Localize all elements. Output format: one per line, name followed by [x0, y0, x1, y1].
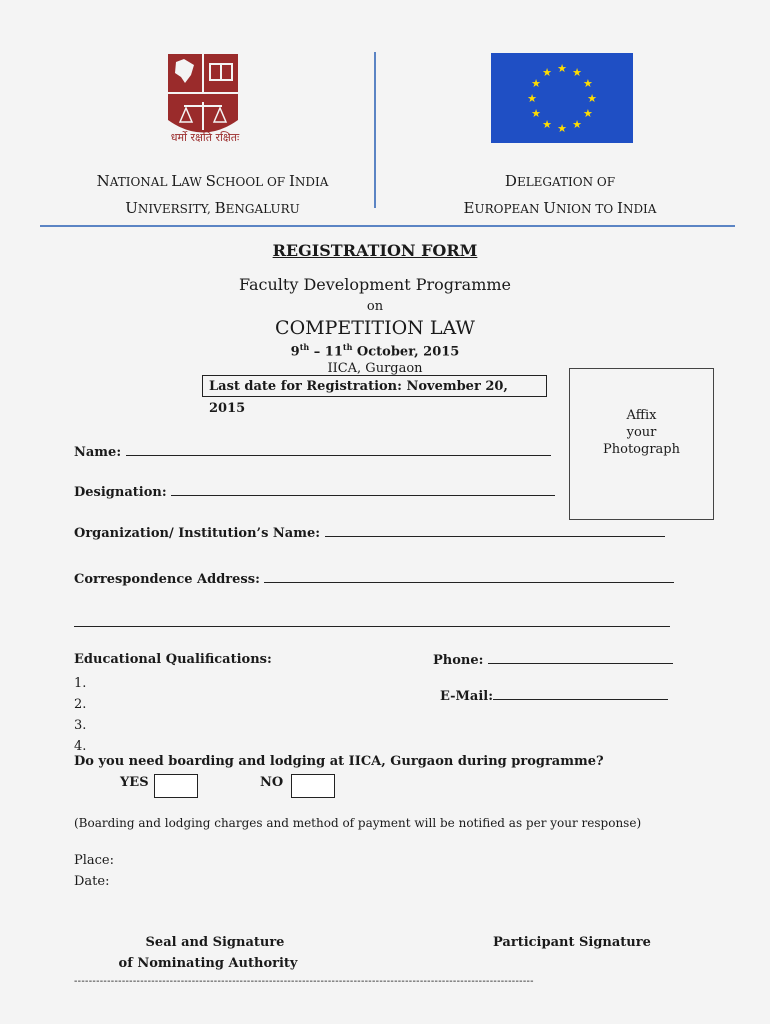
email-input[interactable]	[493, 687, 668, 700]
seal-signature-line2: of Nominating Authority	[118, 956, 298, 971]
education-item[interactable]: 3.	[74, 718, 87, 733]
address-label: Correspondence Address:	[74, 572, 260, 587]
education-list	[74, 673, 86, 757]
email-field[interactable]	[440, 687, 668, 704]
yes-checkbox[interactable]	[154, 774, 198, 798]
eu-star-icon: ★	[527, 92, 537, 105]
form-title: REGISTRATION FORM	[272, 241, 478, 260]
participant-signature: Participant Signature	[493, 935, 651, 950]
eu-star-icon: ★	[542, 66, 552, 80]
eu-star-icon: ★	[572, 117, 582, 131]
programme-title: Faculty Development Programme	[238, 275, 512, 294]
eu-star-icon: ★	[572, 66, 582, 80]
programme-venue: IICA, Gurgaon	[327, 361, 423, 376]
phone-input[interactable]	[488, 651, 673, 664]
eu-star-icon: ★	[531, 107, 541, 120]
photo-label-3: Photograph	[603, 442, 680, 457]
address-input[interactable]	[264, 570, 674, 583]
deadline-box	[202, 375, 547, 416]
boarding-question: Do you need boarding and lodging at IICA, Gurgaon during programme?	[74, 754, 604, 769]
logo-motto: धर्मो रक्षति रक्षितः	[170, 131, 240, 144]
eu-star-icon: ★	[587, 92, 597, 105]
eu-star-icon: ★	[583, 77, 593, 90]
phone-label: Phone:	[433, 653, 484, 668]
address-input-line2[interactable]	[74, 613, 670, 627]
organization-input[interactable]	[325, 524, 665, 537]
footer-dashes: -----------------------------------------------------------------------------------------------------------------------------	[74, 976, 534, 987]
name-label: Name:	[74, 445, 122, 460]
designation-field[interactable]	[74, 483, 555, 500]
no-label: NO	[260, 775, 284, 790]
education-item[interactable]: 2.	[74, 697, 87, 712]
header-rule	[40, 225, 735, 227]
deadline-text: Last date for Registration: November 20, 2015	[209, 379, 508, 416]
eu-star-icon: ★	[583, 107, 593, 120]
email-label: E-Mail:	[440, 689, 494, 704]
name-input[interactable]	[126, 443, 551, 456]
eu-delegation-name: DELEGATION OF EUROPEAN UNION TO INDIA	[463, 172, 657, 217]
photo-box[interactable]	[569, 368, 714, 520]
organization-label: Organization/ Institution’s Name:	[74, 526, 321, 541]
name-field[interactable]	[74, 443, 551, 460]
nls-name: NATIONAL LAW SCHOOL OF INDIA UNIVERSITY, BENGALURU	[96, 172, 329, 217]
photo-label-2: your	[626, 425, 657, 440]
phone-field[interactable]	[433, 651, 673, 668]
eu-star-icon: ★	[557, 62, 567, 75]
no-checkbox[interactable]	[291, 774, 335, 798]
eu-star-icon: ★	[542, 117, 552, 131]
designation-label: Designation:	[74, 485, 167, 500]
eu-flag-icon	[491, 53, 633, 143]
photo-label-1: Affix	[626, 408, 657, 423]
programme-dates: 9th – 11th October, 2015	[290, 342, 460, 360]
programme-subject: COMPETITION LAW	[275, 317, 475, 339]
education-item[interactable]: 1.	[74, 676, 87, 691]
eu-star-icon: ★	[531, 77, 541, 90]
programme-on: on	[366, 299, 384, 314]
eu-star-icon: ★	[557, 122, 567, 135]
education-item[interactable]: 4.	[74, 739, 87, 754]
designation-input[interactable]	[171, 483, 555, 496]
organization-field[interactable]	[74, 524, 665, 541]
date-label: Date:	[74, 874, 110, 889]
place-label: Place:	[74, 853, 115, 868]
seal-signature-line1: Seal and Signature	[145, 935, 285, 950]
header-divider	[374, 52, 376, 208]
boarding-note: (Boarding and lodging charges and method of payment will be notified as per your response)	[74, 816, 642, 830]
address-field[interactable]	[74, 570, 674, 587]
education-label: Educational Qualifications:	[74, 652, 272, 667]
yes-label: YES	[120, 775, 149, 790]
